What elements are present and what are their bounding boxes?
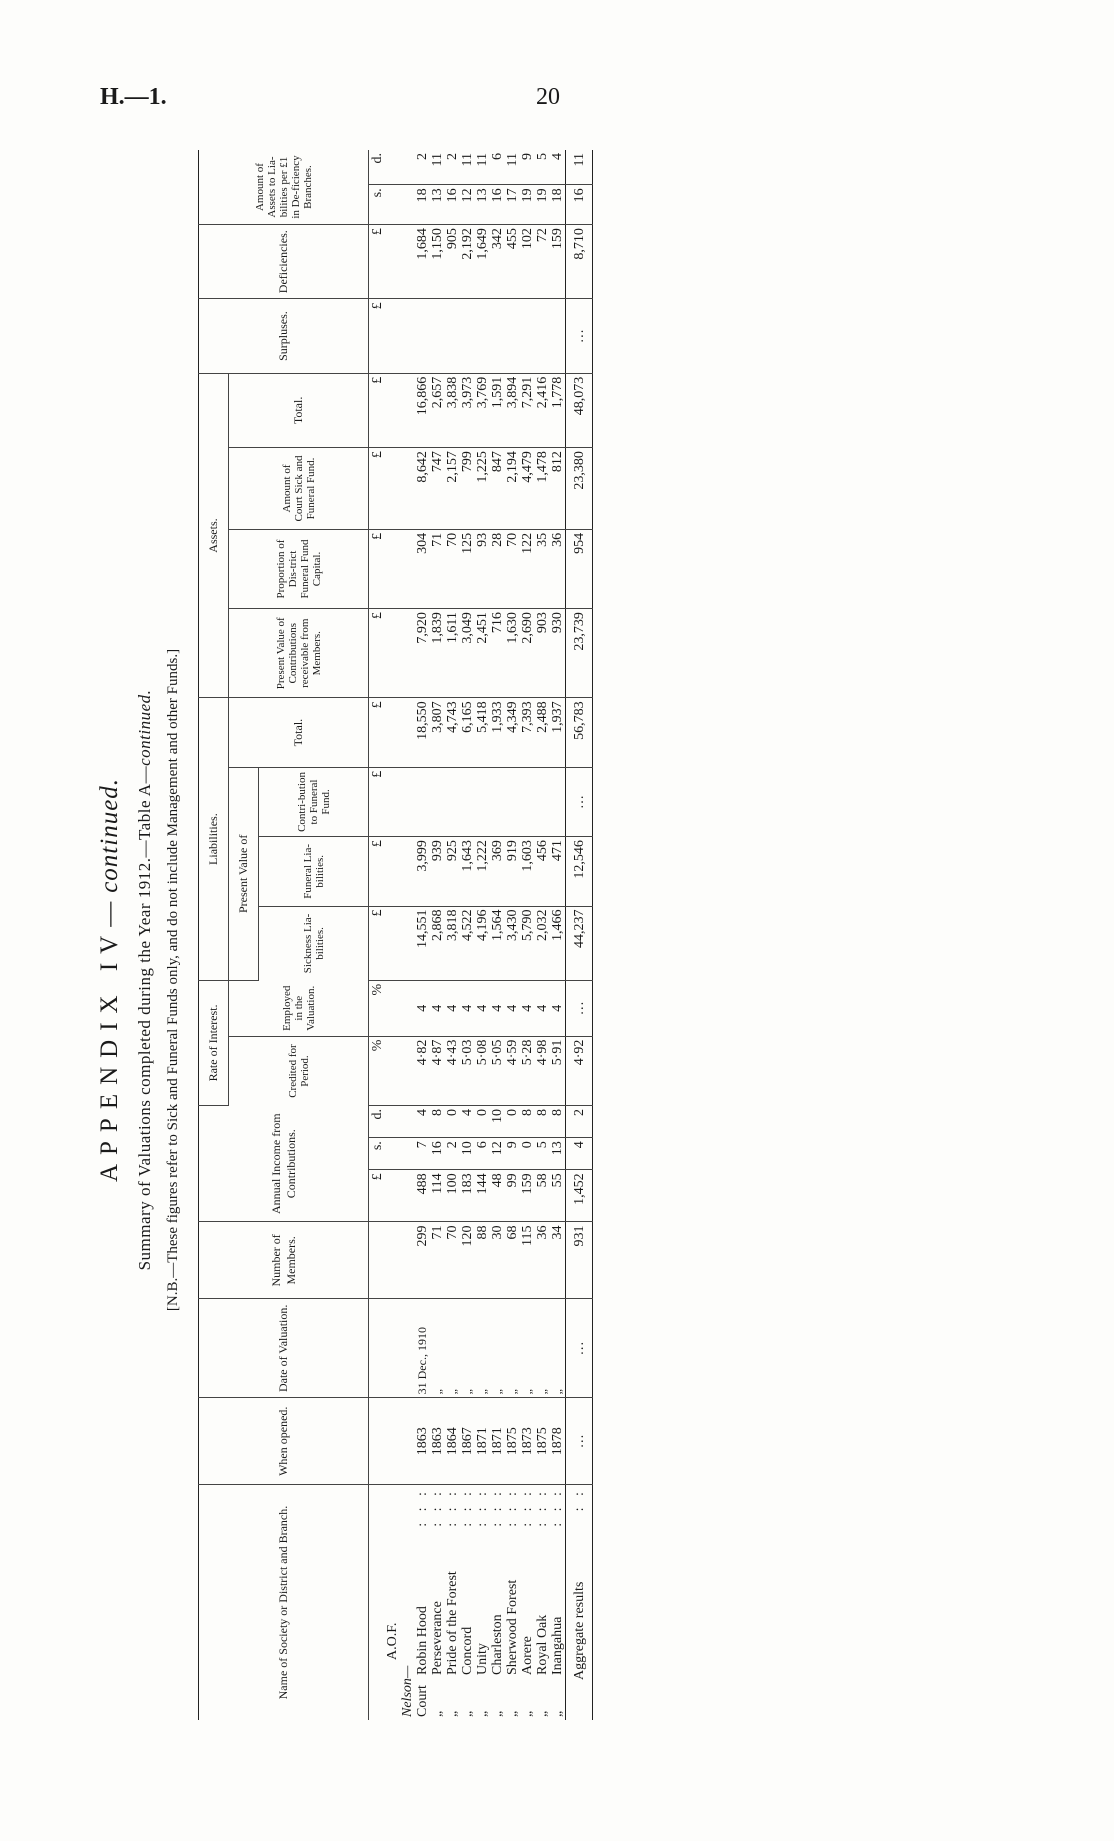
cell-date: „ [520, 1299, 535, 1398]
cell-members: 70 [445, 1222, 460, 1299]
col-liabilities-group: Liabilities. [199, 698, 229, 981]
cell-sick: 5,790 [520, 906, 535, 980]
cell-cfund: 1,225 [475, 448, 490, 530]
cell-date: „ [550, 1299, 566, 1398]
col-name: Name of Society or District and Branch. [199, 1485, 369, 1720]
cell-def: 102 [520, 225, 535, 299]
cell-inc_d: 0 [505, 1105, 520, 1137]
cell-sick: 2,868 [430, 906, 445, 980]
cell-when: 1871 [475, 1398, 490, 1485]
aggregate-row [566, 150, 593, 1720]
cell-at: 2,657 [430, 373, 445, 447]
cell-sick: 1,466 [550, 906, 566, 980]
col-surpluses: Surpluses. [199, 299, 369, 373]
cell-sur [460, 299, 475, 373]
cell-lt: 7,393 [520, 698, 535, 767]
cell-sur [520, 299, 535, 373]
branch-name: „Perseverance : : : [430, 1488, 445, 1717]
cell-inc_l: 48 [490, 1170, 505, 1222]
cell-rc: 5·08 [475, 1036, 490, 1105]
cell-fun: 939 [430, 837, 445, 906]
table-row [430, 150, 445, 1720]
cell-pvc: 1,839 [430, 609, 445, 698]
cell-dfc: 70 [445, 529, 460, 608]
cell-inc_l: 144 [475, 1170, 490, 1222]
cell-sick: 2,032 [535, 906, 550, 980]
cell-rd: 2 [415, 150, 430, 185]
cell-at: 3,769 [475, 373, 490, 447]
cell-inc_l: 183 [460, 1170, 475, 1222]
cell-rs: 19 [535, 185, 550, 225]
col-district-capital: Proportion of Dis-trict Funeral Fund Capital. [229, 529, 369, 608]
cell-date: „ [505, 1299, 520, 1398]
cell-pvc: 7,920 [415, 609, 430, 698]
cell-rs: 18 [550, 185, 566, 225]
col-members: Number of Members. [199, 1222, 369, 1299]
cell-inc_d: 4 [415, 1105, 430, 1137]
valuation-table [198, 150, 593, 1720]
cell-sick: 3,430 [505, 906, 520, 980]
cell-inc_l: 159 [520, 1170, 535, 1222]
cell-when: 1871 [490, 1398, 505, 1485]
col-funeral-liabilities: Funeral Lia-bilities. [259, 837, 369, 906]
cell-at: 2,416 [535, 373, 550, 447]
cell-rs: 12 [460, 185, 475, 225]
cell-cfund: 1,478 [535, 448, 550, 530]
col-rate-credited: Credited for Period. [229, 1036, 369, 1105]
cell-re: 4 [445, 980, 460, 1036]
cell-sick: 14,551 [415, 906, 430, 980]
cell-when: 1873 [520, 1398, 535, 1485]
cell-inc_d: 8 [550, 1105, 566, 1137]
cell-cfund: 8,642 [415, 448, 430, 530]
cell-re: 4 [460, 980, 475, 1036]
district-row: Nelson— [400, 150, 415, 1720]
cell-date: „ [460, 1299, 475, 1398]
cell-when: 1863 [430, 1398, 445, 1485]
aggregate-inc_l: 1,452 [566, 1170, 593, 1222]
cell-lt: 5,418 [475, 698, 490, 767]
cell-pvc: 3,049 [460, 609, 475, 698]
cell-def: 1,649 [475, 225, 490, 299]
cell-sur [490, 299, 505, 373]
cell-sick: 3,818 [445, 906, 460, 980]
cell-inc_d: 8 [430, 1105, 445, 1137]
cell-inc_d: 8 [520, 1105, 535, 1137]
cell-members: 30 [490, 1222, 505, 1299]
table-row [550, 150, 566, 1720]
cell-inc_d: 4 [460, 1105, 475, 1137]
table-body [369, 150, 593, 1720]
cell-lt: 4,743 [445, 698, 460, 767]
cell-dfc: 36 [550, 529, 566, 608]
cell-when: 1863 [415, 1398, 430, 1485]
rotated-table-block [90, 150, 710, 1720]
cell-sur [535, 299, 550, 373]
cell-rs: 16 [490, 185, 505, 225]
cell-cf [490, 767, 505, 836]
cell-cf [535, 767, 550, 836]
col-when: When opened. [199, 1398, 369, 1485]
cell-cf [415, 767, 430, 836]
cell-sick: 1,564 [490, 906, 505, 980]
cell-at: 3,894 [505, 373, 520, 447]
appendix-heading: APPENDIX IV—continued. [96, 777, 123, 1183]
cell-dfc: 93 [475, 529, 490, 608]
cell-sick: 4,196 [475, 906, 490, 980]
cell-when: 1867 [460, 1398, 475, 1485]
cell-dfc: 71 [430, 529, 445, 608]
cell-rs: 13 [430, 185, 445, 225]
col-deficiencies: Deficiencies. [199, 225, 369, 299]
cell-pvc: 716 [490, 609, 505, 698]
table-row [415, 150, 430, 1720]
society-row: A.O.F. [385, 150, 400, 1720]
col-ratio: Amount of Assets to Lia-bilities per £1 in De-ficiency Branches. [199, 150, 369, 225]
table-row [505, 150, 520, 1720]
cell-members: 88 [475, 1222, 490, 1299]
cell-fun: 919 [505, 837, 520, 906]
aggregate-members: 931 [566, 1222, 593, 1299]
cell-inc_d: 8 [535, 1105, 550, 1137]
aggregate-label: Aggregate results : : [566, 1485, 593, 1720]
table-row [445, 150, 460, 1720]
cell-pvc: 930 [550, 609, 566, 698]
cell-lt: 2,488 [535, 698, 550, 767]
cell-fun: 456 [535, 837, 550, 906]
cell-inc_s: 16 [430, 1138, 445, 1170]
cell-rc: 4·59 [505, 1036, 520, 1105]
aggregate-pvc: 23,739 [566, 609, 593, 698]
cell-fun: 369 [490, 837, 505, 906]
aggregate-re: … [566, 980, 593, 1036]
cell-def: 72 [535, 225, 550, 299]
aggregate-inc_d: 2 [566, 1105, 593, 1137]
cell-inc_s: 10 [460, 1138, 475, 1170]
cell-date: „ [490, 1299, 505, 1398]
cell-re: 4 [550, 980, 566, 1036]
cell-at: 16,866 [415, 373, 430, 447]
cell-date: „ [445, 1299, 460, 1398]
cell-sur [415, 299, 430, 373]
col-date: Date of Valuation. [199, 1299, 369, 1398]
note: [N.B.—These figures refer to Sick and Funeral Funds only, and do not include Management and other Funds.] [165, 648, 181, 1312]
cell-re: 4 [535, 980, 550, 1036]
cell-rc: 5·03 [460, 1036, 475, 1105]
col-court-funds: Amount of Court Sick and Funeral Fund. [229, 448, 369, 530]
table-row [490, 150, 505, 1720]
cell-rs: 18 [415, 185, 430, 225]
cell-re: 4 [490, 980, 505, 1036]
cell-cf [550, 767, 566, 836]
cell-date: 31 Dec., 1910 [415, 1299, 430, 1398]
cell-members: 68 [505, 1222, 520, 1299]
cell-lt: 18,550 [415, 698, 430, 767]
col-contribution-funeral: Contri-bution to Funeral Fund. [259, 767, 369, 836]
aggregate-rc: 4·92 [566, 1036, 593, 1105]
col-assets-total: Total. [229, 373, 369, 447]
cell-members: 34 [550, 1222, 566, 1299]
cell-cfund: 812 [550, 448, 566, 530]
cell-def: 1,150 [430, 225, 445, 299]
cell-members: 120 [460, 1222, 475, 1299]
cell-members: 115 [520, 1222, 535, 1299]
cell-inc_s: 6 [475, 1138, 490, 1170]
cell-dfc: 70 [505, 529, 520, 608]
aggregate-inc_s: 4 [566, 1138, 593, 1170]
cell-lt: 3,807 [430, 698, 445, 767]
cell-def: 159 [550, 225, 566, 299]
cell-re: 4 [475, 980, 490, 1036]
cell-when: 1875 [505, 1398, 520, 1485]
cell-inc_s: 13 [550, 1138, 566, 1170]
aggregate-when: … [566, 1398, 593, 1485]
cell-rd: 11 [430, 150, 445, 185]
col-assets-group: Assets. [199, 373, 229, 698]
cell-rs: 19 [520, 185, 535, 225]
cell-inc_s: 12 [490, 1138, 505, 1170]
cell-inc_l: 114 [430, 1170, 445, 1222]
cell-dfc: 35 [535, 529, 550, 608]
cell-sur [550, 299, 566, 373]
cell-sur [475, 299, 490, 373]
cell-rd: 11 [460, 150, 475, 185]
cell-rd: 5 [535, 150, 550, 185]
branch-name: „Unity : : : [475, 1488, 490, 1717]
aggregate-lt: 56,783 [566, 698, 593, 767]
cell-pvc: 2,690 [520, 609, 535, 698]
cell-fun: 1,643 [460, 837, 475, 906]
cell-rd: 11 [505, 150, 520, 185]
branch-name: CourtRobin Hood : : : [415, 1488, 430, 1717]
cell-def: 905 [445, 225, 460, 299]
branch-name: „Royal Oak : : : [535, 1488, 550, 1717]
cell-cf [505, 767, 520, 836]
cell-cf [460, 767, 475, 836]
cell-inc_s: 9 [505, 1138, 520, 1170]
cell-dfc: 125 [460, 529, 475, 608]
cell-members: 71 [430, 1222, 445, 1299]
branch-name: „Inangahua : : : [550, 1488, 565, 1717]
cell-lt: 1,937 [550, 698, 566, 767]
cell-rd: 11 [475, 150, 490, 185]
cell-fun: 925 [445, 837, 460, 906]
cell-inc_d: 0 [445, 1105, 460, 1137]
cell-lt: 6,165 [460, 698, 475, 767]
cell-inc_l: 488 [415, 1170, 430, 1222]
cell-fun: 471 [550, 837, 566, 906]
aggregate-dfc: 954 [566, 529, 593, 608]
cell-at: 1,591 [490, 373, 505, 447]
cell-def: 1,684 [415, 225, 430, 299]
cell-sur [505, 299, 520, 373]
aggregate-at: 48,073 [566, 373, 593, 447]
cell-inc_s: 5 [535, 1138, 550, 1170]
cell-rc: 5·91 [550, 1036, 566, 1105]
cell-date: „ [535, 1299, 550, 1398]
cell-cfund: 847 [490, 448, 505, 530]
cell-cf [520, 767, 535, 836]
aggregate-sick: 44,237 [566, 906, 593, 980]
branch-name: „Charleston : : : [490, 1488, 505, 1717]
cell-fun: 1,222 [475, 837, 490, 906]
col-rate-employed: Employed in the Valuation. [229, 980, 369, 1036]
cell-members: 299 [415, 1222, 430, 1299]
cell-members: 36 [535, 1222, 550, 1299]
aggregate-def: 8,710 [566, 225, 593, 299]
cell-cfund: 747 [430, 448, 445, 530]
cell-sur [430, 299, 445, 373]
cell-def: 342 [490, 225, 505, 299]
cell-date: „ [475, 1299, 490, 1398]
cell-lt: 4,349 [505, 698, 520, 767]
col-rate-group: Rate of Interest. [199, 980, 229, 1105]
col-liabilities-total: Total. [229, 698, 369, 767]
cell-rc: 4·87 [430, 1036, 445, 1105]
cell-at: 3,973 [460, 373, 475, 447]
cell-rd: 6 [490, 150, 505, 185]
cell-cfund: 799 [460, 448, 475, 530]
col-pv-contributions: Present Value of Contributions receivable from Members. [229, 609, 369, 698]
cell-rc: 5·05 [490, 1036, 505, 1105]
cell-inc_l: 58 [535, 1170, 550, 1222]
cell-re: 4 [415, 980, 430, 1036]
cell-def: 2,192 [460, 225, 475, 299]
cell-rd: 2 [445, 150, 460, 185]
table-row [475, 150, 490, 1720]
cell-re: 4 [520, 980, 535, 1036]
cell-dfc: 304 [415, 529, 430, 608]
cell-cf [430, 767, 445, 836]
cell-pvc: 2,451 [475, 609, 490, 698]
cell-at: 7,291 [520, 373, 535, 447]
cell-re: 4 [430, 980, 445, 1036]
cell-at: 1,778 [550, 373, 566, 447]
cell-inc_s: 7 [415, 1138, 430, 1170]
cell-inc_s: 0 [520, 1138, 535, 1170]
cell-pvc: 1,611 [445, 609, 460, 698]
cell-rc: 4·98 [535, 1036, 550, 1105]
cell-fun: 3,999 [415, 837, 430, 906]
cell-rd: 9 [520, 150, 535, 185]
cell-when: 1875 [535, 1398, 550, 1485]
table-row [460, 150, 475, 1720]
cell-sick: 4,522 [460, 906, 475, 980]
cell-lt: 1,933 [490, 698, 505, 767]
cell-cfund: 2,194 [505, 448, 520, 530]
cell-at: 3,838 [445, 373, 460, 447]
summary-title: Summary of Valuations completed during the Year 1912.—Table A—continued. [135, 689, 154, 1271]
col-sickness-liabilities: Sickness Lia-bilities. [259, 906, 369, 980]
aggregate-cfund: 23,380 [566, 448, 593, 530]
cell-dfc: 28 [490, 529, 505, 608]
cell-cfund: 4,479 [520, 448, 535, 530]
table-row [520, 150, 535, 1720]
cell-inc_s: 2 [445, 1138, 460, 1170]
cell-inc_d: 10 [490, 1105, 505, 1137]
branch-name: „Aorere : : : [520, 1488, 535, 1717]
cell-cfund: 2,157 [445, 448, 460, 530]
branch-name: „Concord : : : [460, 1488, 475, 1717]
cell-when: 1864 [445, 1398, 460, 1485]
cell-rc: 4·43 [445, 1036, 460, 1105]
cell-sur [445, 299, 460, 373]
cell-pvc: 903 [535, 609, 550, 698]
cell-def: 455 [505, 225, 520, 299]
aggregate-fun: 12,546 [566, 837, 593, 906]
cell-inc_l: 55 [550, 1170, 566, 1222]
aggregate-rd: 11 [566, 150, 593, 185]
cell-dfc: 122 [520, 529, 535, 608]
cell-rc: 5·28 [520, 1036, 535, 1105]
units-row: £ s. d. % % £ £ £ £ £ £ £ £ £ £ s. d. [369, 150, 386, 1720]
page-number: 20 [536, 84, 560, 110]
cell-cf [475, 767, 490, 836]
col-present-value-group: Present Value of [229, 767, 259, 980]
cell-date: „ [430, 1299, 445, 1398]
cell-rd: 4 [550, 150, 566, 185]
branch-name: „Sherwood Forest : : : [505, 1488, 520, 1717]
aggregate-rs: 16 [566, 185, 593, 225]
aggregate-cf: … [566, 767, 593, 836]
branch-name: „Pride of the Forest : : : [445, 1488, 460, 1717]
cell-inc_l: 99 [505, 1170, 520, 1222]
cell-when: 1878 [550, 1398, 566, 1485]
cell-re: 4 [505, 980, 520, 1036]
col-income: Annual Income from Contributions. [199, 1105, 369, 1221]
table-row [535, 150, 550, 1720]
page-code: H.—1. [100, 84, 167, 110]
cell-inc_d: 0 [475, 1105, 490, 1137]
cell-pvc: 1,630 [505, 609, 520, 698]
cell-inc_l: 100 [445, 1170, 460, 1222]
cell-cf [445, 767, 460, 836]
cell-fun: 1,603 [520, 837, 535, 906]
cell-rs: 16 [445, 185, 460, 225]
aggregate-date: … [566, 1299, 593, 1398]
aggregate-sur: … [566, 299, 593, 373]
cell-rc: 4·82 [415, 1036, 430, 1105]
cell-rs: 17 [505, 185, 520, 225]
cell-rs: 13 [475, 185, 490, 225]
